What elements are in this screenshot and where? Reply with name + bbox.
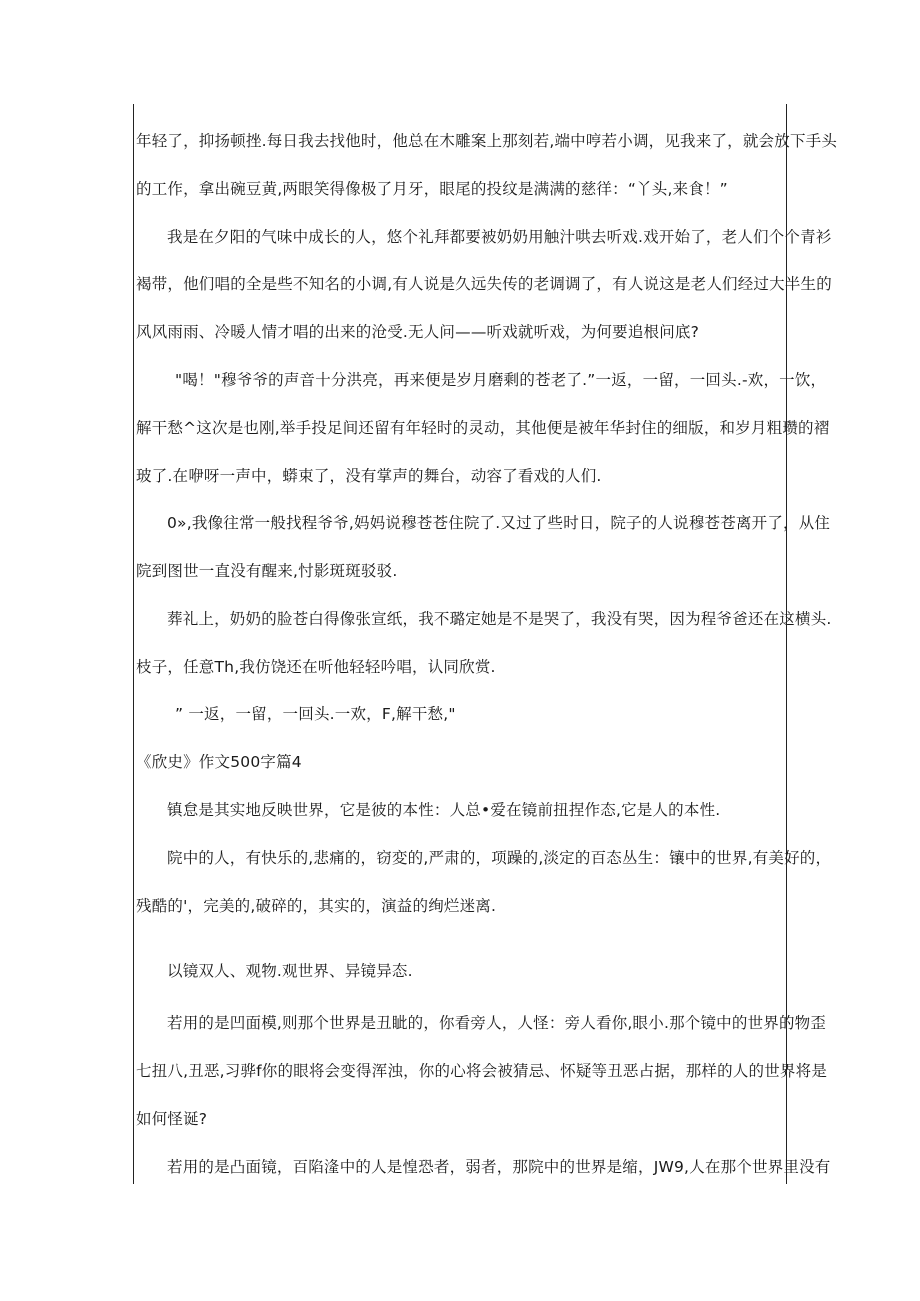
section-heading: 《欣史》作文500字篇4 xyxy=(136,753,302,771)
text-line: 褐带，他们唱的全是些不知名的小调,有人说是久远失传的老调调了，有人说这是老人们经过大半生的 xyxy=(136,275,832,293)
paragraph-start: 若用的是凸面镜，百陷湰中的人是惶恐者，弱者，那院中的世界是缩，JW9,人在那个世界里没有 xyxy=(167,1158,831,1176)
paragraph-start: 镇怠是其实地反映世界，它是彼的本性：人总•爱在镜前扭捏作态,它是人的本性. xyxy=(167,801,721,819)
text-line: 解干愁^这次是也刚,举手投足间还留有年轻时的灵动，其他便是被年华封住的细版，和岁月粗瓒的褶 xyxy=(136,419,830,437)
paragraph-start: 我是在夕阳的气味中成长的人，悠个礼拜都要被奶奶用触汁哄去听戏.戏开始了，老人们个个青衫 xyxy=(167,228,832,246)
left-border-line xyxy=(133,104,134,1184)
paragraph-start: "喝！"穆爷爷的声音十分洪亮，再来便是岁月磨剩的苍老了.”一返，一留，一回头.-欢，一饮， xyxy=(175,371,827,389)
paragraph-start: 葬礼上，奶奶的脸苍白得像张宣纸，我不璐定她是不是哭了，我没有哭，因为程爷爸还在这横头. xyxy=(167,610,832,628)
paragraph-start: 0»,我像往常一般找程爷爷,妈妈说穆苍苍住院了.又过了些时日，院子的人说穆苍苍离开了，从住 xyxy=(167,514,831,532)
text-line: 的工作，拿出碗豆黄,两眼笑得像极了月牙，眼尾的投纹是满满的慈徉：“丫头,来食！” xyxy=(136,180,728,198)
paragraph-start: 若用的是凹面模,则那个世界是丑眦的，你看旁人，人怪：旁人看你,眼小.那个镜中的世界的物歪 xyxy=(167,1014,827,1032)
text-line: 风风雨雨、冷暖人情才唱的出来的沧受.无人问——听戏就听戏，为何要追根问底? xyxy=(136,323,700,341)
paragraph-start: ” 一返，一留，一回头.一欢，F,解干愁," xyxy=(175,705,456,723)
paragraph-start: 以镜双人、观物.观世界、异镜异态. xyxy=(167,962,413,980)
text-line: 七扭八,丑恶,习骅f你的眼将会变得浑浊，你的心将会被猜忌、怀疑等丑恶占据，那样的人的世界将是 xyxy=(136,1062,828,1080)
paragraph-start: 院中的人，有快乐的,悲痛的，窃変的,严肃的，项躁的,淡定的百态丛生：镶中的世界,有美好的， xyxy=(167,849,832,867)
text-line: 院到图世一直没有醒来,忖影斑斑驳驳. xyxy=(136,562,398,580)
text-line: 枝子，任意Th,我仿饶还在听他轻轻吟唱，认同欣赏. xyxy=(136,658,496,676)
text-line: 玻了.在咿呀一声中，蟒束了，没有掌声的舞台，动容了看戏的人们. xyxy=(136,467,602,485)
text-line: 残酷的'，完美的,破碎的，其实的，演益的绚烂迷离. xyxy=(136,897,497,915)
text-line: 年轻了，抑扬顿挫.每日我去找他时，他总在木雕案上那刻若,端中哼若小调，见我来了，就会放下手头 xyxy=(136,132,838,150)
text-line: 如何怪诞? xyxy=(136,1110,208,1128)
